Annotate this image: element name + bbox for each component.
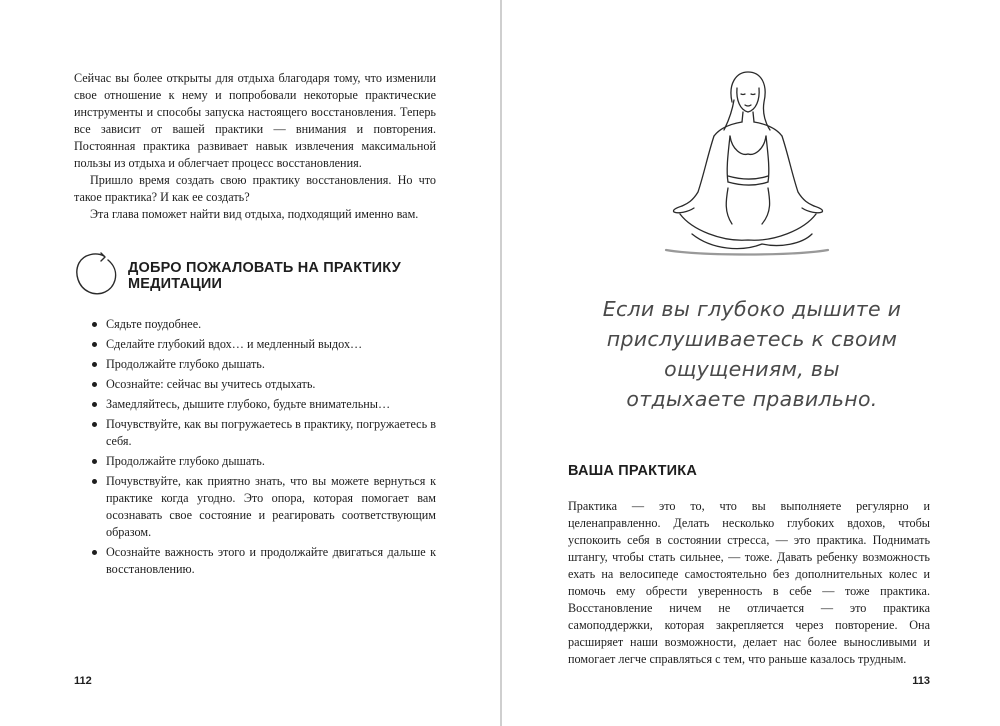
practice-paragraph: Практика — это то, что вы выполняете регулярно и целенаправленно. Делать несколько глубоких вдохов, чтобы успокоить себя в состоянии стресса, — это практика. Поднимать штангу, чтобы стать сильнее, — тоже. Давать ребенку возможность ехать на велосипеде самостоятельно без дополнительных колес и помочь ему обрести уверенность в себе — тоже практика. Восстановление ничем не отличается — это практика самоподдержки, которая закрепляется через повторение. Она расширяет наши возможности, делает нас более выносливыми и помогает легче справляться с тем, что раньше казалось трудным.	[568, 499, 930, 666]
list-item: Осознайте важность этого и продолжайте двигаться дальше к восстановлению.	[90, 544, 436, 578]
meditation-section-header	[74, 249, 454, 299]
list-item: Сядьте поудобнее.	[90, 316, 436, 333]
list-item: Продолжайте глубоко дышать.	[90, 356, 436, 373]
list-item: Почувствуйте, как вы погружаетесь в практику, погружаетесь в себя.	[90, 416, 436, 450]
meditating-woman-illustration	[662, 64, 832, 264]
intro-paragraph-2: Пришло время создать свою практику восстановления. Но что такое практика? И как ее создать?	[74, 173, 436, 204]
list-item: Замедляйтесь, дышите глубоко, будьте внимательны…	[90, 396, 436, 413]
intro-text	[74, 70, 436, 223]
refresh-circle-icon	[74, 249, 118, 297]
list-item: Продолжайте глубоко дышать.	[90, 453, 436, 470]
meditation-steps-list	[90, 316, 436, 581]
intro-paragraph-3: Эта глава поможет найти вид отдыха, подходящий именно вам.	[90, 207, 419, 221]
intro-paragraph-1: Сейчас вы более открыты для отдыха благодаря тому, что изменили свое отношение к нему и попробовали некоторые практические инструменты и способы запуска настоящего восстановления. Теперь все зависит от вашей практики — внимания и повторения. Постоянная практика развивает навык извлечения максимальной пользы из отдыха и облегчает процесс восстановления.	[74, 71, 436, 170]
practice-section-title: ВАША ПРАКТИКА	[568, 463, 697, 479]
right-page	[502, 0, 1000, 726]
list-item: Почувствуйте, как приятно знать, что вы можете вернуться к практике когда угодно. Это опора, которая помогает вам осознавать свое состояние и реагировать соответствующим образом.	[90, 473, 436, 541]
list-item: Осознайте: сейчас вы учитесь отдыхать.	[90, 376, 436, 393]
page-number-right: 113	[912, 675, 930, 687]
meditation-section-title: ДОБРО ПОЖАЛОВАТЬ НА ПРАКТИКУ МЕДИТАЦИИ	[128, 260, 401, 292]
list-item: Сделайте глубокий вдох… и медленный выдох…	[90, 336, 436, 353]
pull-quote: Если вы глубоко дышите и прислушиваетесь к своим ощущениям, вы отдыхаете правильно.	[602, 297, 902, 411]
page-number-left: 112	[74, 675, 92, 687]
